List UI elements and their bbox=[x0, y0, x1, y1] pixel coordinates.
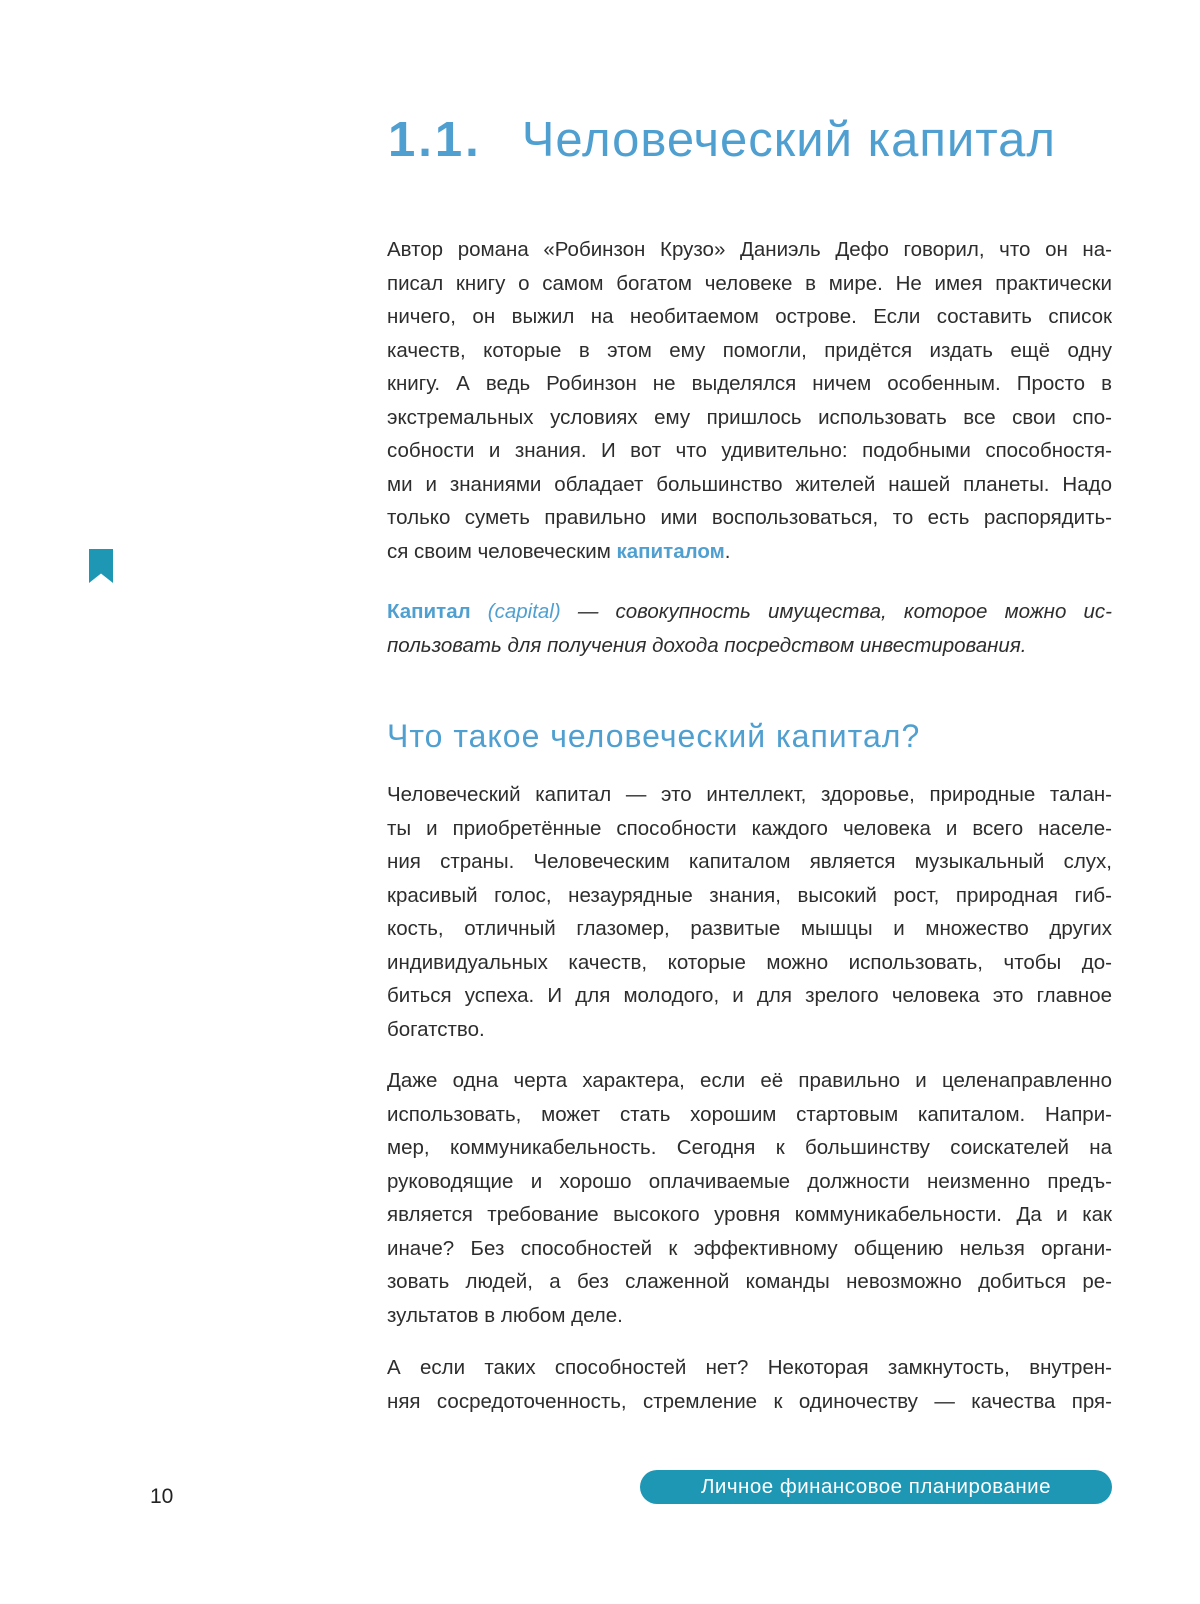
bookmark-icon bbox=[89, 549, 113, 583]
text-line: Человеческий капитал — это интеллект, здоровье, природные талан- bbox=[387, 783, 1112, 806]
text-line: иначе? Без способностей к эффективному общению нельзя органи- bbox=[387, 1236, 1112, 1260]
text-line: няя сосредоточенность, стремление к одиночеству — качества пря- bbox=[387, 1389, 1112, 1413]
highlighted-term: капиталом bbox=[616, 539, 725, 563]
section-heading: Что такое человеческий капитал? bbox=[387, 718, 921, 754]
text-line: мер, коммуникабельность. Сегодня к большинству соискателей на bbox=[387, 1136, 1112, 1159]
text-line: ния страны. Человеческим капиталом является музыкальный слух, bbox=[387, 850, 1112, 873]
text-line: ся своим человеческим капиталом. bbox=[387, 539, 731, 563]
intro-paragraph bbox=[387, 233, 1112, 568]
text-line: биться успеха. И для молодого, и для зрелого человека это главное bbox=[387, 984, 1112, 1007]
text-line: только суметь правильно ими воспользоваться, то есть распорядить- bbox=[387, 506, 1112, 529]
paragraph-3 bbox=[387, 1064, 1112, 1332]
text-line: использовать, может стать хорошим стартовым капиталом. Напри- bbox=[387, 1102, 1112, 1126]
text-line: индивидуальных качеств, которые можно использовать, чтобы до- bbox=[387, 950, 1112, 974]
paragraph-4 bbox=[387, 1351, 1112, 1418]
text-line: качеств, которые в этом ему помогли, придётся издать ещё одну bbox=[387, 338, 1112, 362]
text-line: красивый голос, незаурядные знания, высокий рост, природная гиб- bbox=[387, 883, 1112, 907]
paragraph-2 bbox=[387, 778, 1112, 1046]
text-line: руководящие и хорошо оплачиваемые должности неизменно предъ- bbox=[387, 1169, 1112, 1193]
page-number: 10 bbox=[150, 1485, 174, 1508]
text-line: экстремальных условиях ему пришлось использовать все свои спо- bbox=[387, 405, 1112, 429]
text-line: собности и знания. И вот что удивительно: подобными способностя- bbox=[387, 439, 1112, 462]
definition-line: Капитал (capital) — совокупность имущества, которое можно ис- bbox=[387, 600, 1112, 623]
text-line: книгу. А ведь Робинзон не выделялся ничем особенным. Просто в bbox=[387, 372, 1112, 395]
text-line: зультатов в любом деле. bbox=[387, 1303, 623, 1327]
text-line: ты и приобретённые способности каждого человека и всего населе- bbox=[387, 816, 1112, 840]
chapter-title-text: Человеческий капитал bbox=[521, 113, 1056, 167]
definition-block bbox=[387, 595, 1112, 662]
definition-english: (capital) bbox=[487, 600, 561, 623]
text-line: ничего, он выжил на необитаемом острове. Если составить список bbox=[387, 305, 1112, 328]
text-line: А если таких способностей нет? Некоторая замкнутость, внутрен- bbox=[387, 1356, 1112, 1379]
text-line: богатство. bbox=[387, 1017, 485, 1041]
chapter-number: 1.1. bbox=[388, 113, 482, 167]
chapter-title bbox=[388, 108, 1148, 172]
definition-term: Капитал bbox=[387, 600, 471, 623]
text-line: зовать людей, а без слаженной команды невозможно добиться ре- bbox=[387, 1270, 1112, 1293]
text-line: ми и знаниями обладает большинство жителей нашей планеты. Надо bbox=[387, 472, 1112, 496]
text-line: Даже одна черта характера, если её правильно и целенаправленно bbox=[387, 1069, 1112, 1092]
text-line: является требование высокого уровня коммуникабельности. Да и как bbox=[387, 1203, 1112, 1226]
text-line: писал книгу о самом богатом человеке в мире. Не имея практически bbox=[387, 271, 1112, 295]
book-title-footer: Личное финансовое планирование bbox=[640, 1470, 1112, 1504]
definition-line: пользовать для получения дохода посредством инвестирования. bbox=[387, 633, 1027, 657]
text-line: кость, отличный глазомер, развитые мышцы и множество других bbox=[387, 917, 1112, 940]
text-line: Автор романа «Робинзон Крузо» Даниэль Дефо говорил, что он на- bbox=[387, 238, 1112, 261]
